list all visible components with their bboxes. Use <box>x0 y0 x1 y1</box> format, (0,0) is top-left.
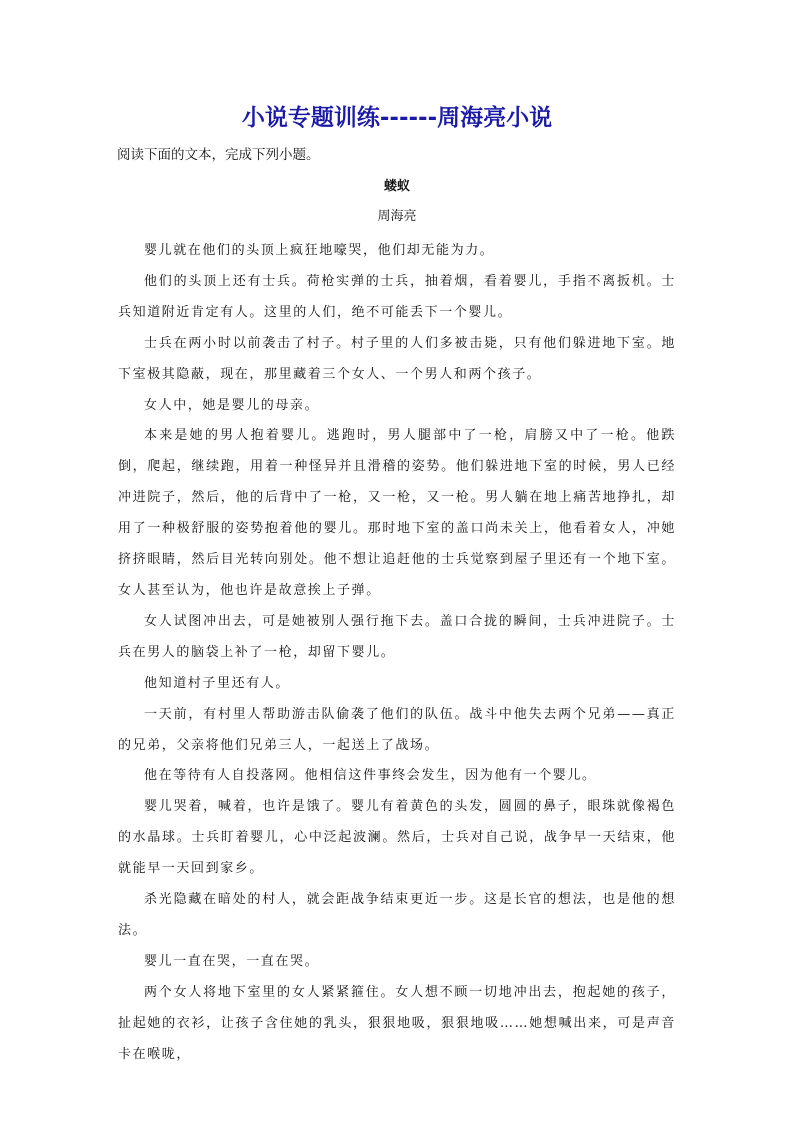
story-body <box>118 236 676 1070</box>
story-paragraph: 他知道村子里还有人。 <box>144 675 291 691</box>
story-paragraph: 两个女人将地下室里的女人紧紧箍住。女人想不顾一切地冲出去，抱起她的孩子，扯起她的衣衫，让孩子含住她的乳头，狠狠地吸，狠狠地吸……她想喊出来，可是声音卡在喉咙， <box>118 984 676 1062</box>
story-paragraph: 他在等待有人自投落网。他相信这件事终会发生，因为他有一个婴儿。 <box>144 768 597 784</box>
story-author: 周海亮 <box>377 209 417 224</box>
document-title: 小说专题训练------周海亮小说 <box>241 105 553 131</box>
reading-instruction: 阅读下面的文本，完成下列小题。 <box>117 147 320 163</box>
story-paragraph: 杀光隐藏在暗处的村人，就会距战争结束更近一步。这是长官的想法，也是他的想法。 <box>118 892 676 938</box>
story-paragraph: 女人试图冲出去，可是她被别人强行拖下去。盖口合拢的瞬间，士兵冲进院子。士兵在男人的脑袋上补了一枪，却留下婴儿。 <box>118 613 676 660</box>
story-paragraph: 婴儿哭着，喊着，也许是饿了。婴儿有着黄色的头发，圆圆的鼻子，眼珠就像褐色的水晶球。士兵盯着婴儿，心中泛起波澜。然后，士兵对自己说，战争早一天结束，他就能早一天回到家乡。 <box>118 799 676 877</box>
story-paragraph: 一天前，有村里人帮助游击队偷袭了他们的队伍。战斗中他失去两个兄弟——真正的兄弟，父亲将他们兄弟三人，一起送上了战场。 <box>118 706 676 753</box>
story-paragraph: 婴儿就在他们的头顶上疯狂地嚎哭，他们却无能为力。 <box>144 243 495 258</box>
story-paragraph: 他们的头顶上还有士兵。荷枪实弹的士兵，抽着烟，看着婴儿，手指不离扳机。士兵知道附近肯定有人。这里的人们，绝不可能丢下一个婴儿。 <box>118 273 676 320</box>
story-title: 蝼蚁 <box>383 179 410 194</box>
story-paragraph: 女人中，她是婴儿的母亲。 <box>144 397 320 413</box>
story-paragraph: 本来是她的男人抱着婴儿。逃跑时，男人腿部中了一枪，肩膀又中了一枪。他跌倒，爬起，继续跑，用着一种怪异并且滑稽的姿势。他们躲进地下室的时候，男人已经冲进院子，然后，他的后背中了一枪，又一枪，又一枪。男人躺在地上痛苦地挣扎，却用了一种极舒服的姿势抱着他的婴儿。那时地下室的盖口尚未关上，他看着女人，冲她挤挤眼睛，然后目光转向别处。他不想让追赶他的士兵觉察到屋子里还有一个地下室。女人甚至认为，他也许是故意挨上子弹。 <box>118 428 676 598</box>
story-paragraph: 婴儿一直在哭，一直在哭。 <box>144 953 320 969</box>
story-paragraph: 士兵在两小时以前袭击了村子。村子里的人们多被击毙，只有他们躲进地下室。地下室极其隐蔽，现在，那里藏着三个女人、一个男人和两个孩子。 <box>118 335 676 382</box>
